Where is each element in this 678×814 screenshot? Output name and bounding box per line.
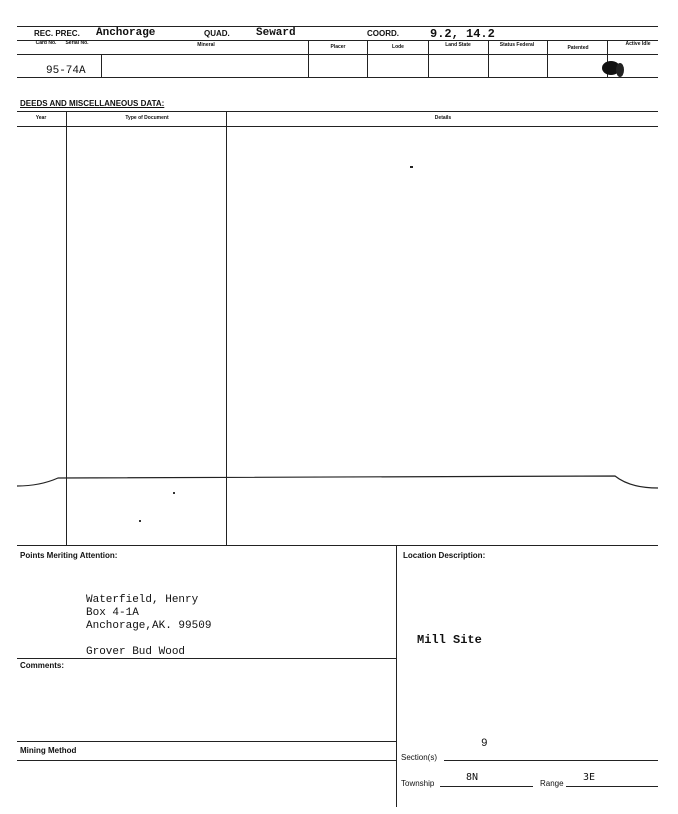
col-divider <box>308 40 309 77</box>
quad-label: QUAD. <box>204 29 230 38</box>
range-label: Range <box>540 779 564 788</box>
quad-value: Seward <box>256 27 296 39</box>
township-underline <box>440 786 533 787</box>
township-value: 8N <box>466 772 479 783</box>
header-line-2 <box>17 40 658 41</box>
ink-blot <box>598 58 628 80</box>
header-line-4 <box>17 77 658 78</box>
col-divider <box>101 54 102 77</box>
col-divider <box>428 40 429 77</box>
deeds-col-details: Details <box>434 115 452 121</box>
speck <box>410 166 413 168</box>
location-label: Location Description: <box>403 551 486 560</box>
deeds-top-line <box>17 111 658 112</box>
rec-prec-value: Anchorage <box>96 27 156 39</box>
col-divider <box>547 40 548 77</box>
col-placer: Placer <box>330 44 346 50</box>
range-value: 3E <box>583 772 596 783</box>
sections-value: 9 <box>481 738 488 750</box>
sections-label: Section(s) <box>401 753 438 762</box>
points-label: Points Meriting Attention: <box>20 551 118 560</box>
range-underline <box>566 786 658 787</box>
bottom-divider <box>396 545 397 807</box>
points-bottom-line <box>17 658 396 659</box>
mining-method-bottom-line <box>17 760 396 761</box>
col-active-idle: Active Idle <box>625 41 651 47</box>
mining-method-label: Mining Method <box>20 746 77 755</box>
points-signature: Grover Bud Wood <box>86 646 186 658</box>
deeds-col-type: Type of Document <box>125 115 169 121</box>
tear-line <box>0 470 678 494</box>
deeds-head-line <box>17 126 658 127</box>
col-divider <box>367 40 368 77</box>
points-line-3: Anchorage,AK. 99509 <box>86 620 212 632</box>
coord-label: COORD. <box>367 29 399 38</box>
col-serial-no: Serial No. <box>65 40 89 46</box>
deeds-bottom-line <box>17 545 658 546</box>
col-divider <box>488 40 489 77</box>
col-status-federal: Status Federal <box>499 42 535 48</box>
col-card-no: Card No. <box>35 40 57 46</box>
location-value: Mill Site <box>417 633 482 647</box>
points-line-2: Box 4-1A <box>86 607 139 619</box>
header-line-3 <box>17 54 658 55</box>
sections-underline <box>444 760 658 761</box>
points-line-1: Waterfield, Henry <box>86 594 199 606</box>
coord-value: 9.2, 14.2 <box>430 27 495 41</box>
col-land-state: Land State <box>445 42 471 48</box>
col-mineral: Mineral <box>197 42 215 48</box>
rec-prec-label: REC. PREC. <box>34 29 80 38</box>
card-number: 95-74A <box>46 65 86 77</box>
deeds-title: DEEDS AND MISCELLANEOUS DATA: <box>20 99 165 108</box>
col-patented: Patented <box>567 45 589 51</box>
deeds-col-year: Year <box>35 115 47 121</box>
comments-bottom-line <box>17 741 396 742</box>
comments-label: Comments: <box>20 661 65 670</box>
township-label: Township <box>401 779 435 788</box>
col-lode: Lode <box>392 44 404 50</box>
speck <box>139 520 141 522</box>
